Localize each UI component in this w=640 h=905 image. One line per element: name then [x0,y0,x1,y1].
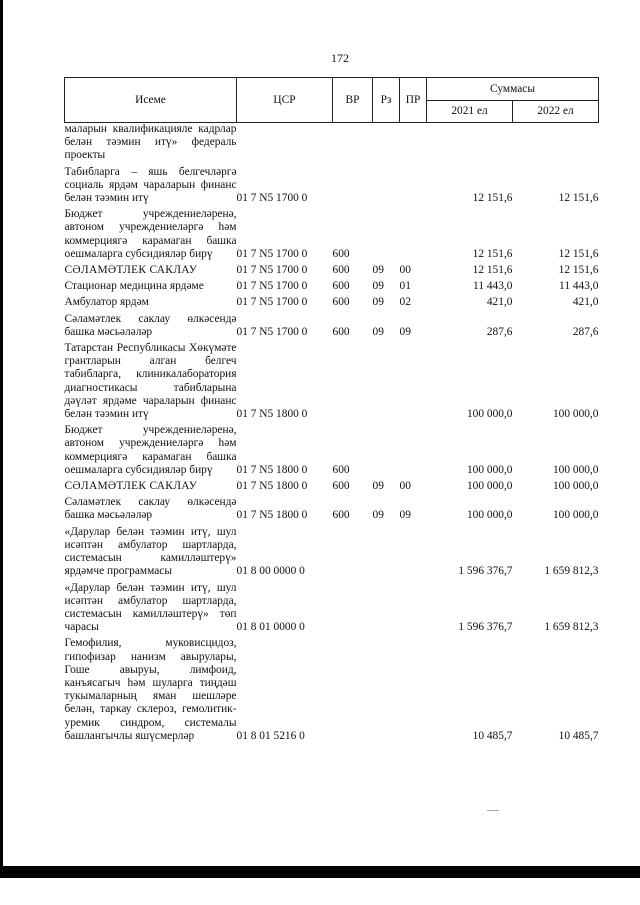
row-pr [400,339,427,421]
scan-left-edge [0,0,3,878]
row-amount-2021: 100 000,0 [466,509,513,522]
row-name: Табибларга – яшь белгечләргә социаль ярдәм чараларын финанс белән тәэмин итү [64,165,237,205]
row-vr [333,634,373,743]
row-rz [373,339,400,421]
row-name: СӘЛАМӘТЛЕК САКЛАУ [64,264,198,277]
row-amount-2022 [513,123,599,163]
row-pr [400,421,427,477]
row-name: «Дарулар белән тәэмин итү, шул исәптән амбулатор шартларда, системасын камилләштерү» ярдәмче программасы [64,525,237,578]
row-amount-2021: 12 151,6 [472,192,513,205]
row-pr: 00 [399,264,411,277]
header-year-2021: 2021 ел [427,100,513,123]
row-amount-2021: 100 000,0 [466,463,513,476]
row-csr: 01 7 N5 1800 0 [236,509,308,522]
row-vr: 600 [332,280,350,293]
row-csr: 01 7 N5 1700 0 [236,325,308,338]
row-name: Стационар медицина ярдәме [64,280,204,293]
row-vr: 600 [332,509,350,522]
row-csr: 01 7 N5 1800 0 [236,463,308,476]
row-name: «Дарулар белән тәэмин итү, шул исәптән амбулатор шартларда, системасын камилләштерү» төп чарасы [64,581,237,634]
table-row [65,477,599,493]
table-row [65,310,599,339]
row-amount-2022: 100 000,0 [552,463,599,476]
row-vr: 600 [332,247,350,260]
row-amount-2022: 287,6 [572,325,599,338]
table-row [65,579,599,635]
row-pr [400,634,427,743]
table-row [65,293,599,309]
budget-table [64,77,599,743]
row-vr [333,523,373,579]
row-pr [400,163,427,206]
row-csr: 01 8 01 0000 0 [236,621,305,634]
row-name: Бюджет учреждениеләренә, автоном учреждениеләргә һәм коммерциягә карамаган башка оешмаларга субсидияләр бирү [64,208,237,260]
row-rz: 09 [372,280,384,293]
row-vr [333,163,373,206]
row-pr: 09 [399,325,411,338]
row-csr: 01 7 N5 1800 0 [236,408,308,421]
row-rz: 09 [372,325,384,338]
row-amount-2022: 100 000,0 [552,408,599,421]
row-csr: 01 7 N5 1700 0 [236,296,308,309]
header-rz: Рз [373,78,400,123]
row-rz: 09 [372,480,384,493]
row-pr: 00 [399,480,411,493]
header-pr: ПР [400,78,427,123]
row-vr: 600 [332,264,350,277]
row-rz [373,421,400,477]
row-pr [400,205,427,261]
table-row [65,277,599,293]
table-row [65,421,599,477]
row-csr: 01 8 00 0000 0 [236,565,305,578]
row-amount-2022: 11 443,0 [559,280,599,293]
header-vr: ВР [333,78,373,123]
row-csr: 01 7 N5 1700 0 [236,264,308,277]
table-row [65,123,599,163]
table-row [65,523,599,579]
row-csr: 01 8 01 5216 0 [236,729,305,742]
row-amount-2022: 12 151,6 [558,247,599,260]
row-pr [400,579,427,635]
row-pr [400,523,427,579]
row-rz [373,634,400,743]
row-rz [373,579,400,635]
row-csr [237,123,333,163]
row-amount-2021: 11 443,0 [473,280,513,293]
row-rz: 09 [372,296,384,309]
row-amount-2022: 1 659 812,3 [544,565,599,578]
scan-bottom-edge [0,866,640,878]
row-vr: 600 [332,296,350,309]
table-row [65,634,599,743]
row-name: Татарстан Республикасы Хөкүмәте грантларын алган белгеч табибларга, клиникалаборатория диагностикасы табибларына дәүләт ярдәме чараларын финанс белән тәэмин итү [64,342,237,421]
row-vr [333,123,373,163]
header-csr: ЦСР [237,78,333,123]
row-amount-2021: 12 151,6 [472,247,513,260]
row-vr [333,579,373,635]
table-body [65,123,599,743]
row-amount-2021: 1 596 376,7 [458,621,513,634]
row-amount-2021: 12 151,6 [472,264,513,277]
row-name: Амбулатор ярдәм [64,296,149,309]
row-rz [373,163,400,206]
header-year-2022: 2022 ел [513,100,599,123]
scan-mark [487,810,499,811]
row-vr: 600 [332,463,350,476]
row-rz: 09 [372,509,384,522]
row-vr: 600 [332,325,350,338]
row-name: маларын квалификацияле кадрлар белән тәэмин итү» федераль проекты [64,123,237,162]
row-amount-2022: 10 485,7 [558,729,599,742]
row-pr: 01 [399,280,411,293]
row-amount-2022: 12 151,6 [558,192,599,205]
row-amount-2021: 10 485,7 [472,729,513,742]
row-amount-2021: 1 596 376,7 [458,565,513,578]
row-name: СӘЛАМӘТЛЕК САКЛАУ [64,480,198,493]
table-row [65,205,599,261]
row-name: Сәламәтлек саклау өлкәсендә башка мәсьәләләр [64,496,237,522]
row-csr: 01 7 N5 1700 0 [236,247,308,260]
row-amount-2022: 100 000,0 [552,509,599,522]
row-name: Бюджет учреждениеләренә, автоном учреждениеләргә һәм коммерциягә карамаган башка оешмаларга субсидияләр бирү [64,424,237,476]
header-sums: Суммасы [427,78,599,101]
row-amount-2021 [427,123,513,163]
row-csr: 01 7 N5 1700 0 [236,280,308,293]
row-rz [373,205,400,261]
header-name: Исеме [65,78,237,123]
row-rz [373,523,400,579]
row-name: Сәламәтлек саклау өлкәсендә башка мәсьәләләр [64,312,237,338]
row-amount-2022: 421,0 [572,296,599,309]
table-row [65,261,599,277]
row-pr: 09 [399,509,411,522]
row-rz: 09 [372,264,384,277]
row-vr: 600 [332,480,350,493]
table-row [65,493,599,522]
row-amount-2021: 100 000,0 [466,480,513,493]
page-number: 172 [331,51,349,65]
row-amount-2022: 12 151,6 [558,264,599,277]
row-pr [400,123,427,163]
row-name: Гемофилия, муковисцидоз, гипофизар нанизм авырулары, Гоше авыруы, лимфоид, канъясагыч һәм шуларга тиңдәш тукымаларның яман шешләре белән, таркау склероз, гемолитик-уремик синдром, системалы башлангычлы яшүсмерләр [64,637,237,742]
table-row [65,339,599,421]
row-vr [333,339,373,421]
table-row [65,163,599,206]
row-csr: 01 7 N5 1800 0 [236,480,308,493]
row-csr: 01 7 N5 1700 0 [236,192,308,205]
row-amount-2022: 1 659 812,3 [544,621,599,634]
row-amount-2021: 287,6 [486,325,513,338]
row-pr: 02 [399,296,411,309]
row-rz [373,123,400,163]
row-amount-2022: 100 000,0 [552,480,599,493]
row-amount-2021: 421,0 [486,296,513,309]
row-amount-2021: 100 000,0 [466,408,513,421]
